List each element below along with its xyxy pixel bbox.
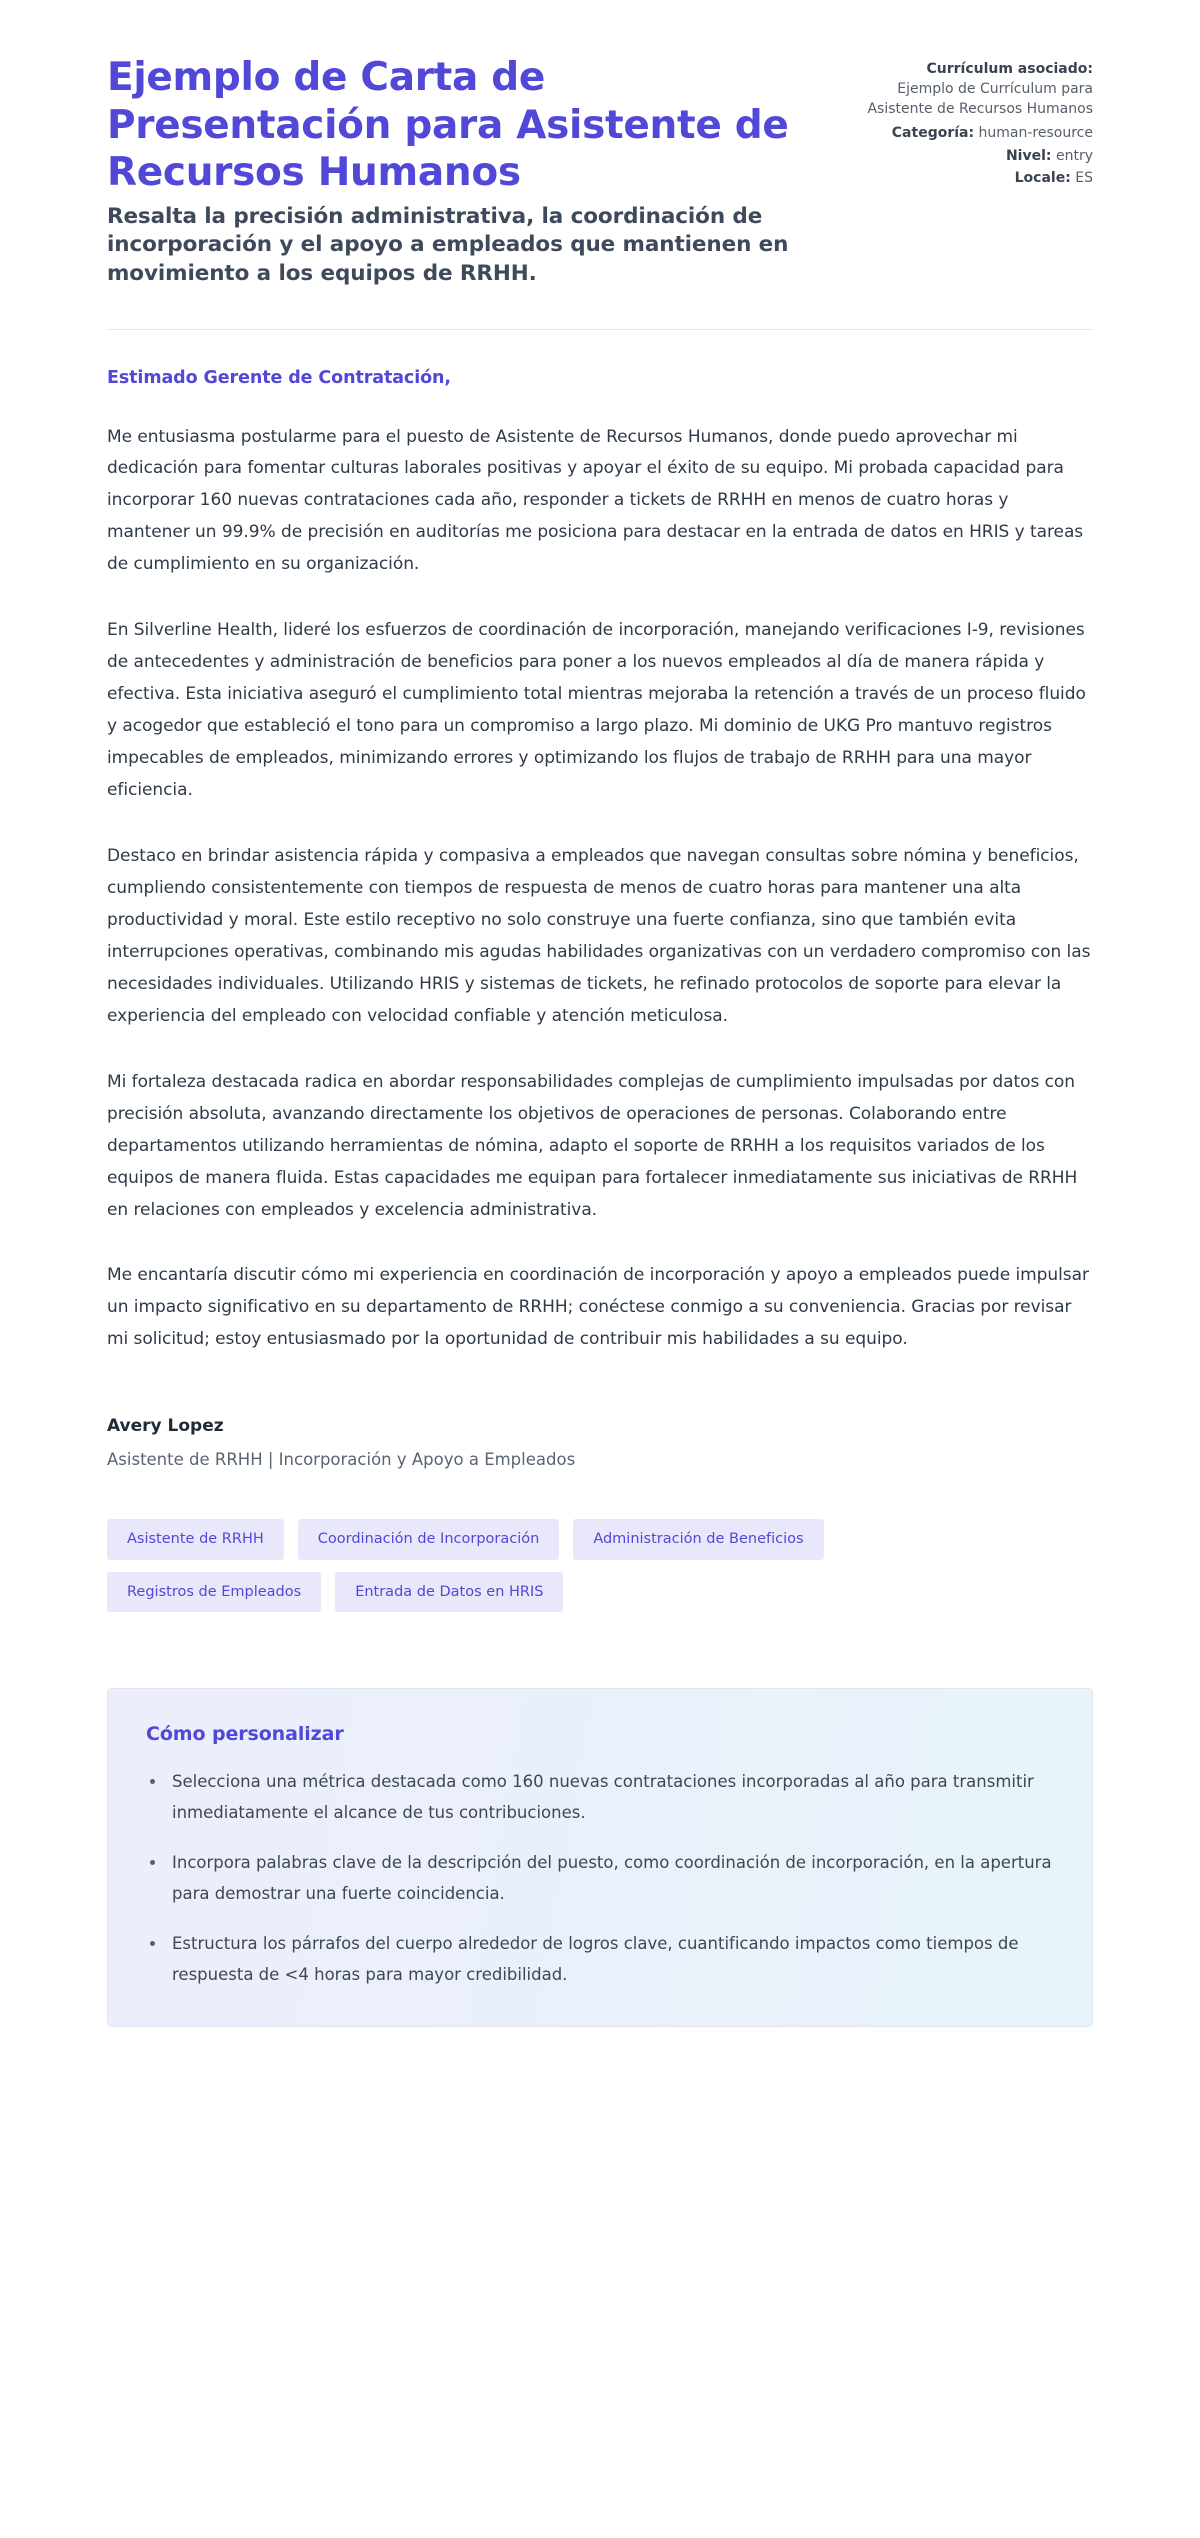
page-subtitle: Resalta la precisión administrativa, la coordinación de incorporación y el apoyo a empleados que mantienen en movimiento a los equipos de RRHH. <box>107 203 789 286</box>
meta-level-label: Nivel: <box>1005 147 1052 164</box>
meta-level-value: entry <box>1055 147 1093 164</box>
meta-category <box>858 124 1093 144</box>
document-metadata <box>858 54 1093 192</box>
bullet-dot-icon <box>150 1941 155 1946</box>
meta-category-label: Categoría: <box>891 124 975 141</box>
tag-chip[interactable]: Administración de Beneficios <box>573 1519 823 1560</box>
callout-tip-text: Selecciona una métrica destacada como 160 nuevas contrataciones incorporadas al año para transmitir inmediatamente el alcance de tus contribuciones. <box>172 1772 1034 1822</box>
callout-tip-list <box>146 1767 1054 1990</box>
meta-locale <box>858 169 1093 189</box>
callout-tip-text: Incorpora palabras clave de la descripción del puesto, como coordinación de incorporación, en la apertura para demostrar una fuerte coincidencia. <box>172 1853 1052 1903</box>
meta-resume-label: Currículum asociado: <box>926 61 1093 77</box>
letter-paragraph: Me entusiasma postularme para el puesto de Asistente de Recursos Humanos, donde puedo aprovechar mi dedicación para fomentar culturas laborales positivas y apoyar el éxito de su equipo. Mi probada capacidad para incorporar 160 nuevas contrataciones cada año, responder a tickets de RRHH en menos de cuatro horas y mantener un 99.9% de precisión en auditorías me posiciona para destacar en la entrada de datos en HRIS y tareas de cumplimiento en su organización. <box>107 426 1084 575</box>
letter-paragraph: Me encantaría discutir cómo mi experiencia en coordinación de incorporación y apoyo a empleados puede impulsar un impacto significativo en su departamento de RRHH; conéctese conmigo a su conveniencia. Gracias por revisar mi solicitud; estoy entusiasmado por la oportunidad de contribuir mis habilidades a su equipo. <box>107 1265 1089 1350</box>
meta-locale-label: Locale: <box>1014 170 1071 187</box>
tag-chip[interactable]: Registros de Empleados <box>107 1572 321 1613</box>
callout-title: Cómo personalizar <box>146 1723 344 1746</box>
letter-paragraph: En Silverline Health, lideré los esfuerzos de coordinación de incorporación, manejando verificaciones I-9, revisiones de antecedentes y administración de beneficios para poner a los nuevos empleados al día de manera rápida y efectiva. Esta iniciativa aseguró el cumplimiento total mientras mejoraba la retención a través de un proceso fluido y acogedor que estableció el tono para un compromiso a largo plazo. Mi dominio de UKG Pro mantuvo registros impecables de empleados, minimizando errores y optimizando los flujos de trabajo de RRHH para una mayor eficiencia. <box>107 620 1086 801</box>
letter-paragraph: Mi fortaleza destacada radica en abordar responsabilidades complejas de cumplimiento impulsadas por datos con precisión absoluta, avanzando directamente los objetivos de operaciones de personas. Colaborando entre departamentos utilizando herramientas de nómina, adapto el soporte de RRHH a los requisitos variados de los equipos de manera fluida. Estas capacidades me equipan para fortalecer inmediatamente sus iniciativas de RRHH en relaciones con empleados y excelencia administrativa. <box>107 1071 1078 1220</box>
callout-tip-item <box>146 1767 1054 1828</box>
callout-tip-item <box>146 1848 1054 1909</box>
meta-level <box>858 147 1093 167</box>
page-title: Ejemplo de Carta de Presentación para Asistente de Recursos Humanos <box>107 55 789 196</box>
letter-paragraph: Destaco en brindar asistencia rápida y compasiva a empleados que navegan consultas sobre nómina y beneficios, cumpliendo consistentemente con tiempos de respuesta de menos de cuatro horas para mantener una alta productividad y moral. Este estilo receptivo no solo construye una fuerte confianza, sino que también evita interrupciones operativas, combinando mis agudas habilidades organizativas con un verdadero compromiso con las necesidades individuales. Utilizando HRIS y sistemas de tickets, he refinado protocolos de soporte para elevar la experiencia del empleado con velocidad confiable y atención meticulosa. <box>107 846 1091 1026</box>
meta-associated-resume <box>858 60 1093 120</box>
signature-block <box>107 1416 1093 1469</box>
signature-name: Avery Lopez <box>107 1416 224 1437</box>
signature-role: Asistente de RRHH | Incorporación y Apoyo a Empleados <box>107 1450 576 1470</box>
bullet-dot-icon <box>150 1860 155 1865</box>
bullet-dot-icon <box>150 1779 155 1784</box>
meta-locale-value: ES <box>1075 170 1093 187</box>
meta-resume-value: Ejemplo de Currículum para Asistente de Recursos Humanos <box>867 80 1093 117</box>
callout-tip-item <box>146 1929 1054 1990</box>
callout-tip-text: Estructura los párrafos del cuerpo alrededor de logros clave, cuantificando impactos como tiempos de respuesta de <4 horas para mayor credibilidad. <box>172 1934 1019 1984</box>
page-content <box>107 0 1093 2027</box>
cover-letter-body <box>107 330 1093 1357</box>
tag-chip[interactable]: Asistente de RRHH <box>107 1519 284 1560</box>
meta-category-value: human-resource <box>978 124 1093 141</box>
header-title-block <box>107 54 807 289</box>
customization-callout <box>107 1688 1093 2027</box>
tag-chip[interactable]: Coordinación de Incorporación <box>298 1519 560 1560</box>
tag-chip[interactable]: Entrada de Datos en HRIS <box>335 1572 563 1613</box>
tag-list <box>107 1519 907 1612</box>
letter-salutation: Estimado Gerente de Contratación, <box>107 367 451 388</box>
document-header <box>107 54 1093 311</box>
